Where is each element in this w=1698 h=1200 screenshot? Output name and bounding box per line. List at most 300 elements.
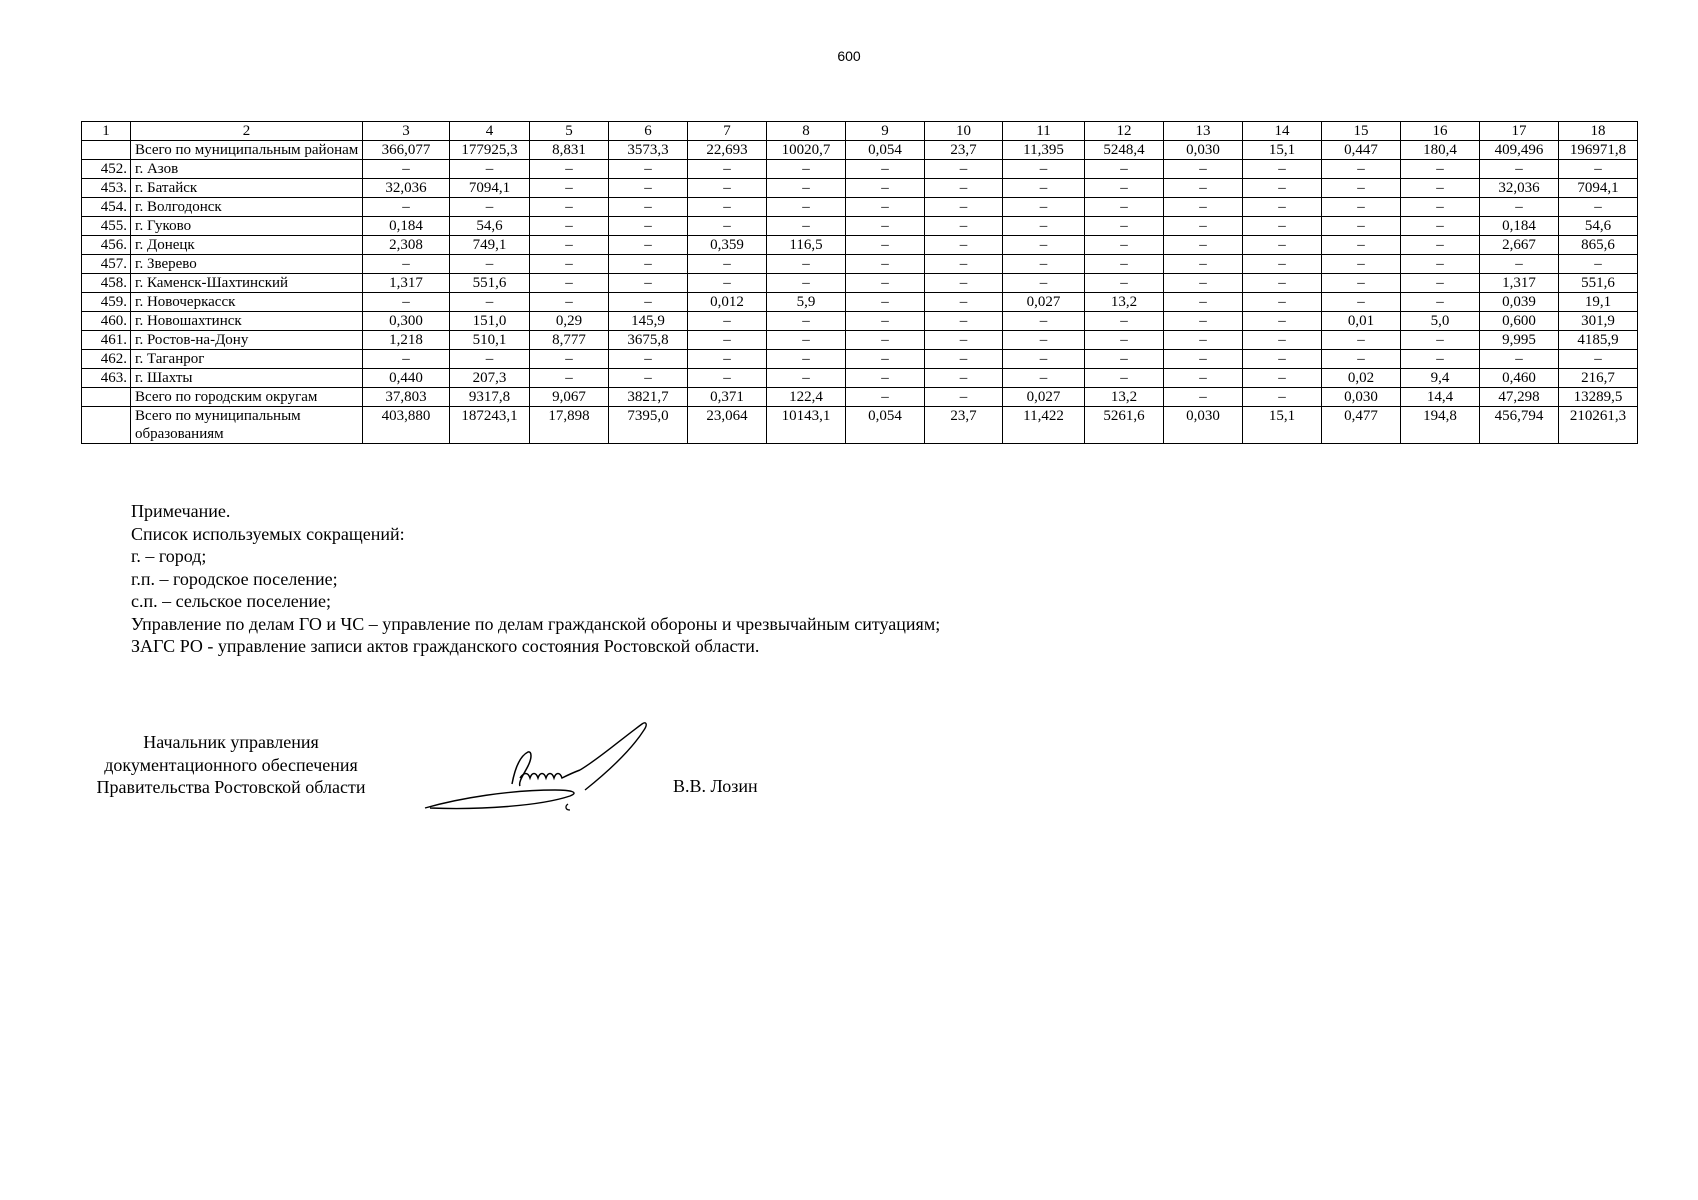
position-line: Начальник управления — [143, 732, 319, 752]
value-cell: – — [846, 179, 925, 198]
notes-title: Примечание. — [131, 501, 231, 521]
value-cell: – — [1085, 179, 1164, 198]
value-cell: – — [1085, 255, 1164, 274]
value-cell: 10143,1 — [767, 407, 846, 444]
row-number: 457. — [82, 255, 131, 274]
value-cell: – — [1401, 198, 1480, 217]
value-cell: 54,6 — [450, 217, 530, 236]
value-cell: 3573,3 — [609, 141, 688, 160]
value-cell: – — [363, 350, 450, 369]
value-cell: 0,039 — [1480, 293, 1559, 312]
value-cell: 0,027 — [1003, 293, 1085, 312]
value-cell: – — [530, 236, 609, 255]
value-cell: – — [1003, 369, 1085, 388]
value-cell: – — [363, 160, 450, 179]
value-cell: 207,3 — [450, 369, 530, 388]
table-row — [82, 312, 1638, 331]
header-cell: 18 — [1559, 122, 1638, 141]
value-cell: – — [1401, 255, 1480, 274]
value-cell: – — [1003, 160, 1085, 179]
value-cell: 0,460 — [1480, 369, 1559, 388]
value-cell: – — [767, 274, 846, 293]
value-cell: – — [1085, 331, 1164, 350]
value-cell: 187243,1 — [450, 407, 530, 444]
row-number: 461. — [82, 331, 131, 350]
value-cell: 5,9 — [767, 293, 846, 312]
value-cell: – — [1164, 388, 1243, 407]
value-cell: 0,359 — [688, 236, 767, 255]
value-cell: – — [767, 217, 846, 236]
value-cell: – — [925, 198, 1003, 217]
value-cell: – — [1401, 236, 1480, 255]
value-cell: 366,077 — [363, 141, 450, 160]
value-cell: 54,6 — [1559, 217, 1638, 236]
value-cell: 1,317 — [1480, 274, 1559, 293]
value-cell: – — [846, 217, 925, 236]
value-cell: – — [846, 350, 925, 369]
value-cell: – — [846, 198, 925, 217]
header-cell: 13 — [1164, 122, 1243, 141]
table-row — [82, 217, 1638, 236]
value-cell: 0,600 — [1480, 312, 1559, 331]
value-cell: – — [925, 160, 1003, 179]
value-cell: 8,777 — [530, 331, 609, 350]
value-cell: – — [363, 255, 450, 274]
signatory-position — [81, 731, 381, 799]
value-cell: – — [925, 217, 1003, 236]
row-number: 460. — [82, 312, 131, 331]
value-cell: – — [846, 274, 925, 293]
header-cell: 10 — [925, 122, 1003, 141]
value-cell: – — [450, 293, 530, 312]
value-cell: 196971,8 — [1559, 141, 1638, 160]
header-cell: 2 — [131, 122, 363, 141]
value-cell: – — [1164, 198, 1243, 217]
value-cell: – — [688, 312, 767, 331]
value-cell: – — [688, 331, 767, 350]
value-cell: 145,9 — [609, 312, 688, 331]
value-cell: 13289,5 — [1559, 388, 1638, 407]
header-cell: 5 — [530, 122, 609, 141]
value-cell: – — [1003, 236, 1085, 255]
value-cell: – — [925, 255, 1003, 274]
value-cell: 409,496 — [1480, 141, 1559, 160]
row-number: 463. — [82, 369, 131, 388]
value-cell: 180,4 — [1401, 141, 1480, 160]
table-row — [82, 350, 1638, 369]
value-cell: – — [925, 179, 1003, 198]
value-cell: 17,898 — [530, 407, 609, 444]
value-cell: – — [1085, 217, 1164, 236]
value-cell: 0,054 — [846, 141, 925, 160]
value-cell: – — [846, 293, 925, 312]
value-cell: 0,29 — [530, 312, 609, 331]
value-cell: – — [609, 255, 688, 274]
value-cell: – — [530, 255, 609, 274]
value-cell: 9317,8 — [450, 388, 530, 407]
row-number — [82, 388, 131, 407]
table-row — [82, 388, 1638, 407]
value-cell: 403,880 — [363, 407, 450, 444]
value-cell: 0,477 — [1322, 407, 1401, 444]
table-row — [82, 141, 1638, 160]
value-cell: 11,395 — [1003, 141, 1085, 160]
value-cell: – — [846, 236, 925, 255]
value-cell: 0,01 — [1322, 312, 1401, 331]
value-cell: – — [846, 369, 925, 388]
header-cell: 14 — [1243, 122, 1322, 141]
value-cell: – — [1164, 236, 1243, 255]
value-cell: – — [609, 350, 688, 369]
value-cell: – — [1322, 331, 1401, 350]
header-cell: 11 — [1003, 122, 1085, 141]
value-cell: – — [1164, 350, 1243, 369]
row-number: 462. — [82, 350, 131, 369]
value-cell: – — [1243, 388, 1322, 407]
value-cell: – — [530, 198, 609, 217]
value-cell: 23,7 — [925, 407, 1003, 444]
notes-section — [131, 500, 940, 658]
value-cell: 151,0 — [450, 312, 530, 331]
table-row — [82, 407, 1638, 444]
value-cell: 2,667 — [1480, 236, 1559, 255]
value-cell: – — [1243, 350, 1322, 369]
value-cell: – — [925, 312, 1003, 331]
position-line: Правительства Ростовской области — [96, 777, 366, 797]
value-cell: 23,064 — [688, 407, 767, 444]
value-cell: 0,184 — [363, 217, 450, 236]
value-cell: – — [1243, 255, 1322, 274]
value-cell: 4185,9 — [1559, 331, 1638, 350]
municipality-name: г. Ростов-на-Дону — [131, 331, 363, 350]
value-cell: – — [363, 293, 450, 312]
municipality-name: г. Новочеркасск — [131, 293, 363, 312]
value-cell: – — [530, 179, 609, 198]
value-cell: – — [1085, 198, 1164, 217]
value-cell: – — [450, 198, 530, 217]
municipality-name: г. Донецк — [131, 236, 363, 255]
value-cell: 15,1 — [1243, 141, 1322, 160]
value-cell: – — [925, 293, 1003, 312]
value-cell: – — [450, 350, 530, 369]
municipality-name: Всего по муниципальным районам — [131, 141, 363, 160]
header-cell: 8 — [767, 122, 846, 141]
value-cell: 0,030 — [1164, 141, 1243, 160]
notes-line: с.п. – сельское поселение; — [131, 591, 332, 611]
value-cell: – — [1322, 350, 1401, 369]
municipality-name: г. Батайск — [131, 179, 363, 198]
handwritten-signature — [420, 718, 660, 818]
value-cell: 13,2 — [1085, 388, 1164, 407]
municipality-name: Всего по муниципальным образованиям — [131, 407, 363, 444]
value-cell: – — [1164, 293, 1243, 312]
value-cell: – — [1003, 198, 1085, 217]
value-cell: – — [609, 217, 688, 236]
value-cell: 216,7 — [1559, 369, 1638, 388]
value-cell: – — [609, 198, 688, 217]
municipality-name: г. Таганрог — [131, 350, 363, 369]
notes-line: Управление по делам ГО и ЧС – управление по делам гражданской обороны и чрезвычайным ситуациям; — [131, 613, 941, 634]
value-cell: 0,440 — [363, 369, 450, 388]
municipality-name: г. Гуково — [131, 217, 363, 236]
value-cell: – — [1480, 350, 1559, 369]
value-cell: – — [1003, 179, 1085, 198]
value-cell: – — [1401, 331, 1480, 350]
value-cell: 13,2 — [1085, 293, 1164, 312]
value-cell: 1,317 — [363, 274, 450, 293]
value-cell: – — [767, 350, 846, 369]
value-cell: – — [1003, 255, 1085, 274]
value-cell: 0,371 — [688, 388, 767, 407]
value-cell: – — [530, 293, 609, 312]
header-cell: 17 — [1480, 122, 1559, 141]
value-cell: – — [530, 369, 609, 388]
value-cell: 7094,1 — [1559, 179, 1638, 198]
table-row — [82, 236, 1638, 255]
row-number: 453. — [82, 179, 131, 198]
value-cell: 0,030 — [1322, 388, 1401, 407]
value-cell: – — [688, 255, 767, 274]
value-cell: – — [1322, 179, 1401, 198]
municipality-name: г. Каменск-Шахтинский — [131, 274, 363, 293]
value-cell: 551,6 — [450, 274, 530, 293]
value-cell: – — [846, 331, 925, 350]
value-cell: – — [450, 255, 530, 274]
value-cell: – — [767, 369, 846, 388]
value-cell: 8,831 — [530, 141, 609, 160]
value-cell: – — [1322, 217, 1401, 236]
page-number: 600 — [837, 48, 861, 64]
value-cell: – — [688, 350, 767, 369]
value-cell: 122,4 — [767, 388, 846, 407]
value-cell: – — [767, 198, 846, 217]
value-cell: – — [846, 388, 925, 407]
value-cell: 32,036 — [363, 179, 450, 198]
table-row — [82, 179, 1638, 198]
value-cell: – — [688, 179, 767, 198]
value-cell: – — [925, 331, 1003, 350]
value-cell: – — [1164, 255, 1243, 274]
value-cell: 0,184 — [1480, 217, 1559, 236]
header-cell: 9 — [846, 122, 925, 141]
value-cell: – — [609, 236, 688, 255]
value-cell: – — [1480, 255, 1559, 274]
value-cell: – — [688, 369, 767, 388]
value-cell: – — [1164, 217, 1243, 236]
value-cell: – — [609, 369, 688, 388]
value-cell: – — [1401, 217, 1480, 236]
value-cell: 3675,8 — [609, 331, 688, 350]
value-cell: – — [1243, 217, 1322, 236]
value-cell: – — [1243, 331, 1322, 350]
row-number: 454. — [82, 198, 131, 217]
value-cell: – — [846, 255, 925, 274]
municipality-name: г. Азов — [131, 160, 363, 179]
value-cell: – — [1401, 293, 1480, 312]
data-table — [81, 121, 1638, 444]
value-cell: – — [846, 312, 925, 331]
row-number: 456. — [82, 236, 131, 255]
value-cell: – — [1243, 236, 1322, 255]
value-cell: – — [1559, 198, 1638, 217]
value-cell: 7094,1 — [450, 179, 530, 198]
value-cell: 456,794 — [1480, 407, 1559, 444]
value-cell: – — [609, 160, 688, 179]
value-cell: – — [1559, 160, 1638, 179]
value-cell: 865,6 — [1559, 236, 1638, 255]
row-number: 455. — [82, 217, 131, 236]
value-cell: – — [609, 179, 688, 198]
value-cell: 194,8 — [1401, 407, 1480, 444]
value-cell: – — [1003, 331, 1085, 350]
header-cell: 4 — [450, 122, 530, 141]
value-cell: 19,1 — [1559, 293, 1638, 312]
value-cell: – — [1322, 236, 1401, 255]
table-row — [82, 369, 1638, 388]
value-cell: 2,308 — [363, 236, 450, 255]
value-cell: 510,1 — [450, 331, 530, 350]
value-cell: – — [1322, 198, 1401, 217]
header-cell: 6 — [609, 122, 688, 141]
value-cell: 116,5 — [767, 236, 846, 255]
value-cell: 5,0 — [1401, 312, 1480, 331]
value-cell: – — [1164, 312, 1243, 331]
value-cell: – — [925, 369, 1003, 388]
value-cell: 5261,6 — [1085, 407, 1164, 444]
value-cell: – — [609, 293, 688, 312]
signer-name: В.В. Лозин — [673, 776, 758, 796]
notes-line: Список используемых сокращений: — [131, 523, 405, 544]
value-cell: 3821,7 — [609, 388, 688, 407]
value-cell: – — [767, 331, 846, 350]
value-cell: 9,067 — [530, 388, 609, 407]
value-cell: 1,218 — [363, 331, 450, 350]
municipality-name: г. Зверево — [131, 255, 363, 274]
header-cell: 15 — [1322, 122, 1401, 141]
value-cell: – — [767, 160, 846, 179]
value-cell: 23,7 — [925, 141, 1003, 160]
value-cell: – — [1003, 217, 1085, 236]
value-cell: 15,1 — [1243, 407, 1322, 444]
value-cell: – — [767, 179, 846, 198]
value-cell: 10020,7 — [767, 141, 846, 160]
value-cell: – — [1401, 274, 1480, 293]
value-cell: – — [1401, 350, 1480, 369]
header-cell: 1 — [82, 122, 131, 141]
value-cell: – — [1085, 160, 1164, 179]
table-row — [82, 198, 1638, 217]
value-cell: – — [1243, 198, 1322, 217]
value-cell: – — [450, 160, 530, 179]
value-cell: 0,030 — [1164, 407, 1243, 444]
header-cell: 7 — [688, 122, 767, 141]
value-cell: – — [1322, 255, 1401, 274]
value-cell: – — [1164, 274, 1243, 293]
value-cell: – — [925, 388, 1003, 407]
value-cell: – — [1243, 179, 1322, 198]
table-row — [82, 160, 1638, 179]
value-cell: – — [530, 350, 609, 369]
value-cell: – — [925, 274, 1003, 293]
table-row — [82, 255, 1638, 274]
row-number: 459. — [82, 293, 131, 312]
value-cell: 14,4 — [1401, 388, 1480, 407]
value-cell: – — [767, 312, 846, 331]
value-cell: 210261,3 — [1559, 407, 1638, 444]
table-row — [82, 293, 1638, 312]
header-cell: 3 — [363, 122, 450, 141]
municipality-name: Всего по городским округам — [131, 388, 363, 407]
value-cell: 5248,4 — [1085, 141, 1164, 160]
value-cell: – — [530, 217, 609, 236]
value-cell: 0,054 — [846, 407, 925, 444]
municipality-name: г. Волгодонск — [131, 198, 363, 217]
header-cell: 16 — [1401, 122, 1480, 141]
value-cell: 0,02 — [1322, 369, 1401, 388]
value-cell: – — [688, 198, 767, 217]
value-cell: – — [1243, 312, 1322, 331]
row-number — [82, 141, 131, 160]
value-cell: – — [1164, 369, 1243, 388]
notes-line: г. – город; — [131, 546, 207, 566]
value-cell: 0,027 — [1003, 388, 1085, 407]
value-cell: – — [1480, 160, 1559, 179]
value-cell: – — [1480, 198, 1559, 217]
value-cell: 749,1 — [450, 236, 530, 255]
value-cell: 0,300 — [363, 312, 450, 331]
value-cell: – — [1085, 350, 1164, 369]
table-row — [82, 274, 1638, 293]
value-cell: – — [530, 160, 609, 179]
row-number: 452. — [82, 160, 131, 179]
value-cell: – — [1401, 160, 1480, 179]
value-cell: 9,995 — [1480, 331, 1559, 350]
value-cell: 0,447 — [1322, 141, 1401, 160]
header-row — [82, 122, 1638, 141]
table-row — [82, 331, 1638, 350]
header-cell: 12 — [1085, 122, 1164, 141]
value-cell: – — [1085, 369, 1164, 388]
value-cell: – — [1559, 350, 1638, 369]
value-cell: 47,298 — [1480, 388, 1559, 407]
value-cell: – — [1003, 274, 1085, 293]
value-cell: 32,036 — [1480, 179, 1559, 198]
table-body — [82, 122, 1638, 444]
value-cell: – — [1085, 236, 1164, 255]
municipality-name: г. Шахты — [131, 369, 363, 388]
notes-line: ЗАГС РО - управление записи актов гражданского состояния Ростовской области. — [131, 636, 760, 656]
value-cell: – — [688, 217, 767, 236]
value-cell: – — [767, 255, 846, 274]
value-cell: – — [1559, 255, 1638, 274]
row-number: 458. — [82, 274, 131, 293]
value-cell: – — [1243, 293, 1322, 312]
value-cell: – — [1243, 274, 1322, 293]
value-cell: 177925,3 — [450, 141, 530, 160]
value-cell: – — [530, 274, 609, 293]
notes-line: г.п. – городское поселение; — [131, 568, 338, 589]
value-cell: – — [1164, 179, 1243, 198]
value-cell: – — [925, 236, 1003, 255]
value-cell: – — [925, 350, 1003, 369]
value-cell: 11,422 — [1003, 407, 1085, 444]
value-cell: – — [1003, 350, 1085, 369]
municipality-name: г. Новошахтинск — [131, 312, 363, 331]
value-cell: – — [1401, 179, 1480, 198]
value-cell: – — [846, 160, 925, 179]
value-cell: 7395,0 — [609, 407, 688, 444]
value-cell: – — [1322, 274, 1401, 293]
